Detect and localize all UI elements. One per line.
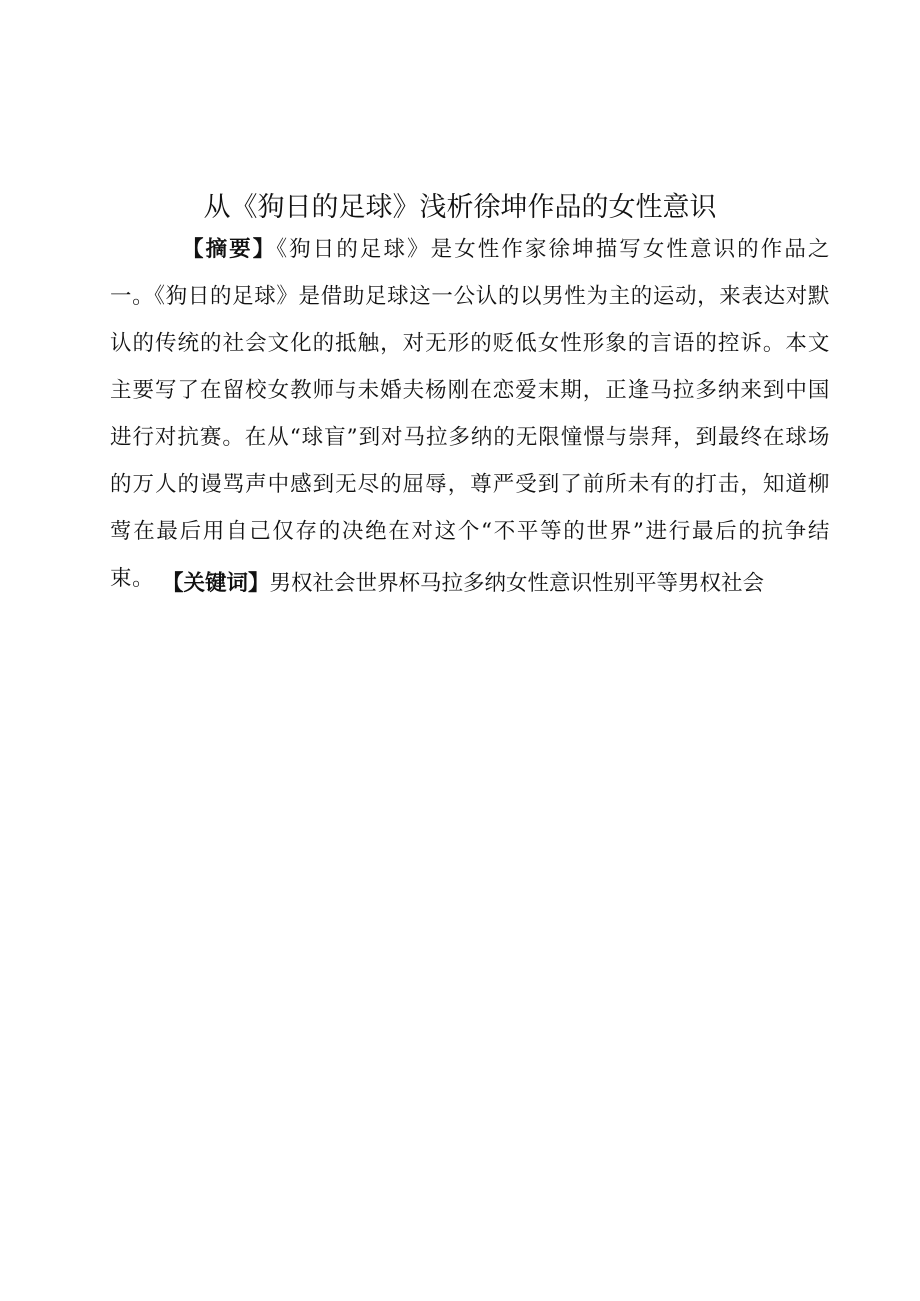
keywords-text: 男权社会世界杯马拉多纳女性意识性别平等男权社会 [269,571,765,596]
abstract-label: 【摘要】 [182,237,277,262]
abstract-paragraph [110,226,830,602]
paper-title: 从《狗日的足球》浅析徐坤作品的女性意识 [203,192,717,224]
abstract-text: 《狗日的足球》是女性作家徐坤描写女性意识的作品之一。《狗日的足球》是借助足球这一公认的以男性为主的运动，来表达对默认的传统的社会文化的抵触，对无形的贬低女性形象的言语的控诉。本文主要写了在留校女教师与未婚夫杨刚在恋爱末期，正逢马拉多纳来到中国进行对抗赛。在从“球盲”到对马拉多纳的无限憧憬与崇拜，到最终在球场的万人的谩骂声中感到无尽的屈辱，尊严受到了前所未有的打击，知道柳莺在最后用自己仅存的决绝在对这个“不平等的世界”进行最后的抗争结束。 [110,237,831,591]
keywords-paragraph [110,560,830,607]
keywords-label: 【关键词】 [162,571,270,596]
